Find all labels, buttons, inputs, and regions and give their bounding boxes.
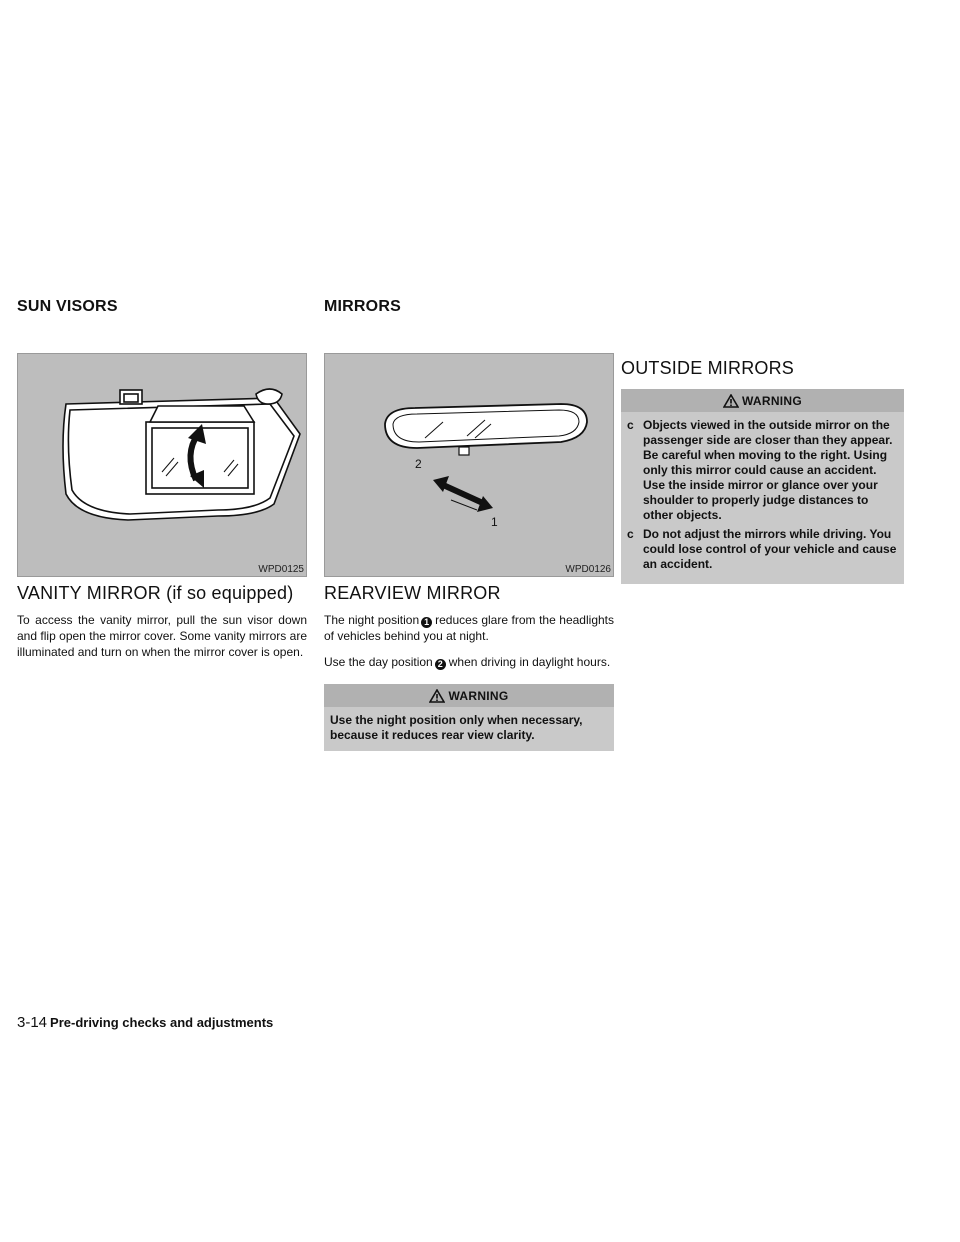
vanity-mirror-heading: VANITY MIRROR (if so equipped) bbox=[17, 583, 294, 603]
column-outside-mirrors bbox=[621, 353, 904, 584]
marker-1-icon: 1 bbox=[421, 617, 432, 628]
list-item: c Do not adjust the mirrors while driving. You could lose control of your vehicle and cause an accident. bbox=[627, 527, 897, 571]
section-header-sun-visors: SUN VISORS bbox=[17, 298, 118, 315]
bullet-mark: c bbox=[627, 527, 634, 541]
column-rearview-mirror bbox=[324, 353, 614, 751]
day-position-text: Use the day position 2 when driving in daylight hours. bbox=[324, 655, 611, 669]
outside-mirrors-heading: OUTSIDE MIRRORS bbox=[621, 358, 795, 378]
list-item: c Objects viewed in the outside mirror on the passenger side are closer than they appear. Be careful when moving to the right. Using only this mirror could cause an accident. Use the inside mirror or glance over your shoulder to properly judge distances to other objects. bbox=[627, 418, 893, 522]
sun-visor-drawing bbox=[18, 354, 308, 578]
sun-visor-illustration bbox=[17, 353, 307, 577]
warning-icon bbox=[429, 689, 445, 703]
warning-text: Use the night position only when necessary, because it reduces rear view clarity. bbox=[330, 713, 583, 742]
warning-bullets bbox=[621, 412, 904, 584]
warning-header: WARNING bbox=[324, 684, 614, 707]
vanity-mirror-body: To access the vanity mirror, pull the sun visor down and flip open the mirror cover. Some vanity mirrors are illuminated and turn on when the mirror cover is open. bbox=[17, 613, 307, 659]
rearview-mirror-illustration bbox=[324, 353, 614, 577]
outside-mirrors-warning-box bbox=[621, 389, 904, 584]
section-title: Pre-driving checks and adjustments bbox=[50, 1015, 274, 1030]
page-footer bbox=[17, 1014, 273, 1031]
night-position-text: The night position 1 reduces glare from the headlights of vehicles behind you at night. bbox=[324, 613, 614, 643]
label-1: 1 bbox=[491, 515, 498, 529]
section-header-mirrors: MIRRORS bbox=[324, 298, 401, 315]
warning-header: WARNING bbox=[621, 389, 904, 412]
rearview-mirror-heading: REARVIEW MIRROR bbox=[324, 583, 501, 603]
rearview-warning-box bbox=[324, 684, 614, 751]
rearview-mirror-drawing bbox=[325, 354, 615, 578]
page-number: 3-14 bbox=[17, 1014, 48, 1031]
bullet-mark: c bbox=[627, 418, 634, 432]
figure-code: WPD0125 bbox=[258, 564, 304, 575]
warning-icon bbox=[723, 394, 739, 408]
marker-2-icon: 2 bbox=[435, 659, 446, 670]
figure-code: WPD0126 bbox=[565, 564, 611, 575]
column-vanity-mirror bbox=[17, 353, 307, 670]
label-2: 2 bbox=[415, 457, 422, 471]
